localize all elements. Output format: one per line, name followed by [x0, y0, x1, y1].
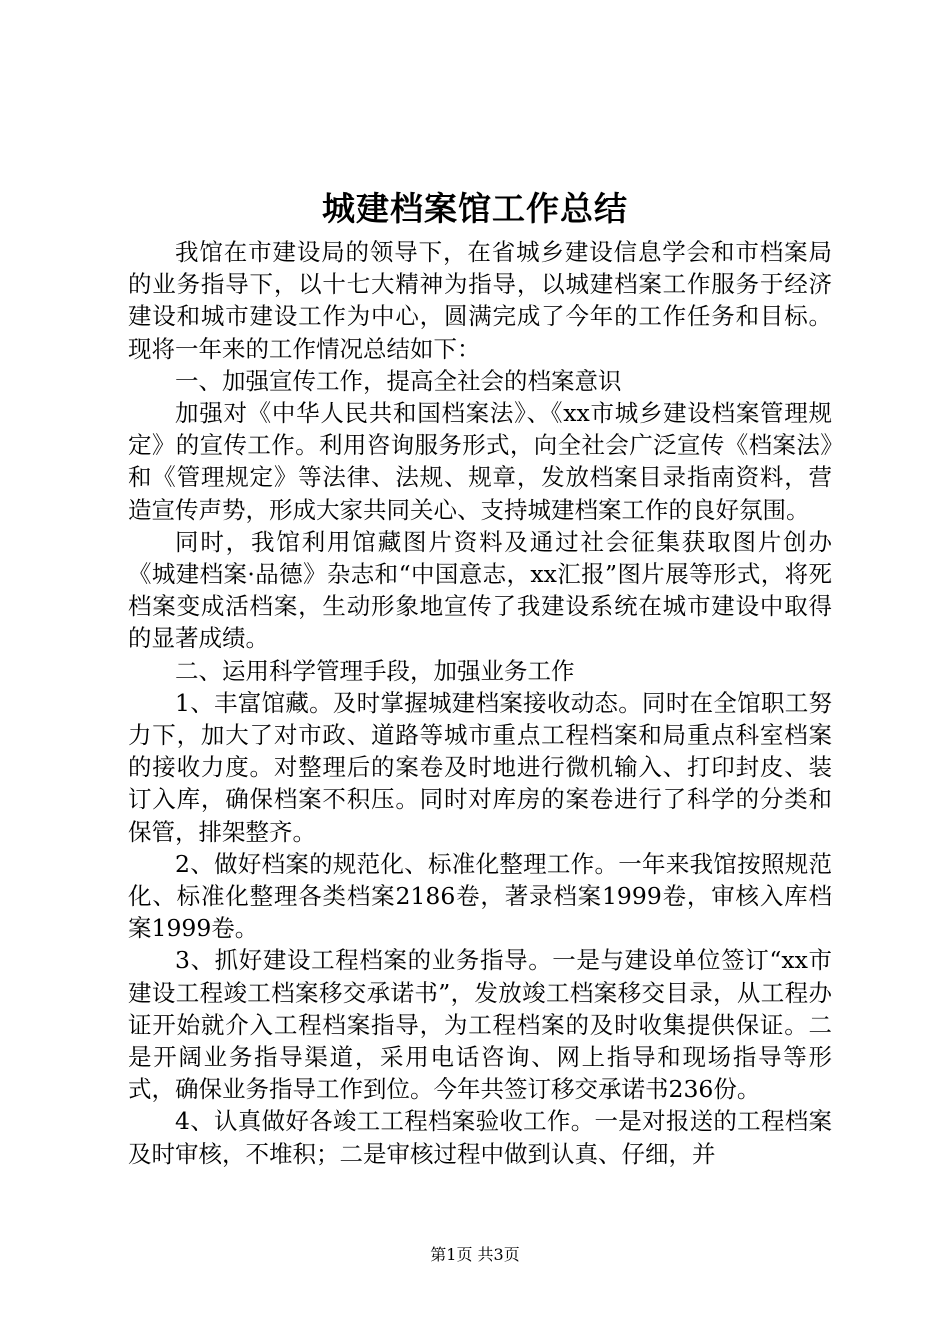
page-footer: 第1页 共3页	[430, 1245, 520, 1264]
paragraph: 2、做好档案的规范化、标准化整理工作。一年来我馆按照规范化、标准化整理各类档案2186卷，著录档案1999卷，审核入库档案1999卷。	[128, 849, 832, 943]
paragraph-intro: 我馆在市建设局的领导下，在省城乡建设信息学会和市档案局的业务指导下，以十七大精神为指导，以城建档案工作服务于经济建设和城市建设工作为中心，圆满完成了今年的工作任务和目标。现将一年来的工作情况总结如下：	[128, 238, 832, 363]
paragraph: 同时，我馆利用馆藏图片资料及通过社会征集获取图片创办《城建档案·品德》杂志和“中国意志，xx汇报”图片展等形式，将死档案变成活档案，生动形象地宣传了我建设系统在城市建设中取得的显著成绩。	[128, 527, 832, 653]
paragraph: 1、丰富馆藏。及时掌握城建档案接收动态。同时在全馆职工努力下，加大了对市政、道路等城市重点工程档案和局重点科室档案的接收力度。对整理后的案卷及时地进行微机输入、打印封皮、装订入库，确保档案不积压。同时对库房的案卷进行了科学的分类和保管，排架整齐。	[128, 688, 832, 846]
paragraph: 加强对《中华人民共和国档案法》、《xx市城乡建设档案管理规定》的宣传工作。利用咨询服务形式，向全社会广泛宣传《档案法》和《管理规定》等法律、法规、规章，发放档案目录指南资料，营造宣传声势，形成大家共同关心、支持城建档案工作的良好氛围。	[128, 399, 832, 524]
paragraph: 3、抓好建设工程档案的业务指导。一是与建设单位签订“xx市建设工程竣工档案移交承诺书”，发放竣工档案移交目录，从工程办证开始就介入工程档案指导，为工程档案的及时收集提供保证。二是开阔业务指导渠道，采用电话咨询、网上指导和现场指导等形式，确保业务指导工作到位。今年共签订移交承诺书236份。	[128, 946, 832, 1104]
document-title: 城建档案馆工作总结	[322, 189, 628, 228]
document-body	[128, 236, 832, 1170]
section-heading-2: 二、运用科学管理手段，加强业务工作	[175, 656, 575, 685]
section-heading-1: 一、加强宣传工作，提高全社会的档案意识	[175, 366, 622, 395]
paragraph: 4、认真做好各竣工工程档案验收工作。一是对报送的工程档案及时审核，不堆积；二是审核过程中做到认真、仔细，并	[128, 1107, 832, 1168]
